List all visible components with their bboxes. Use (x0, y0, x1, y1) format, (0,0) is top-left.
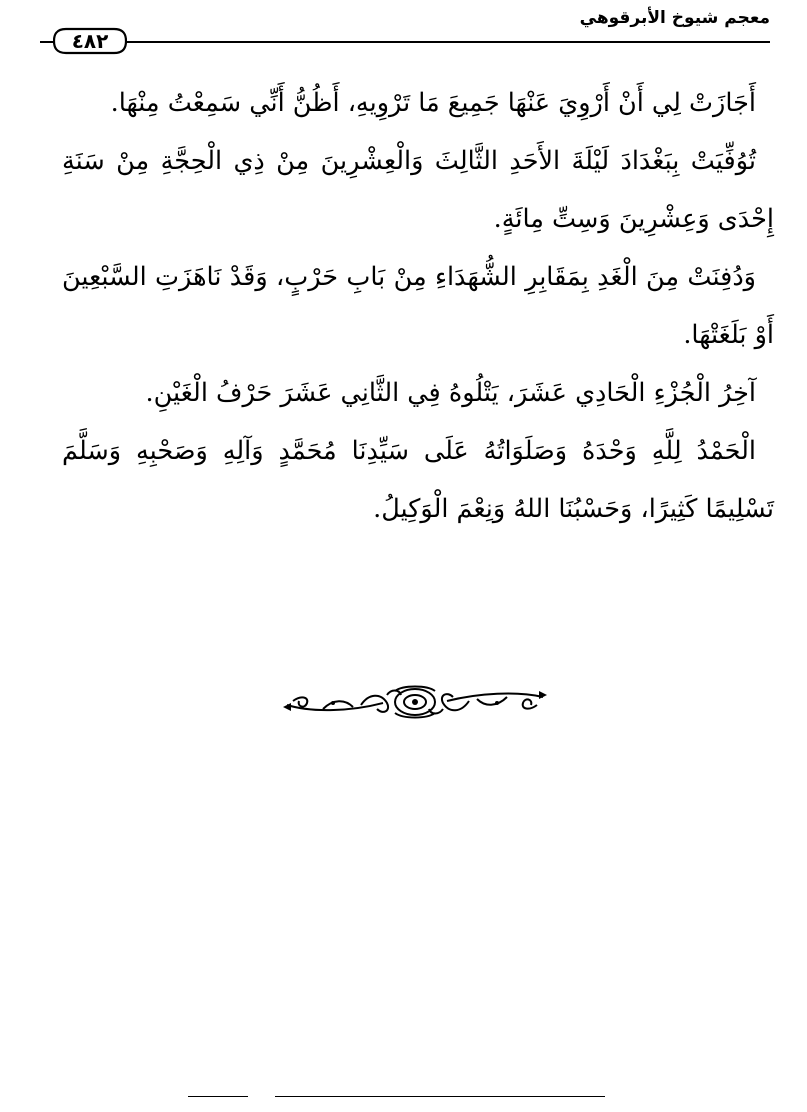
page-header (40, 8, 770, 52)
paragraph-death: تُوُفِّيَتْ بِبَغْدَادَ لَيْلَةَ الأَحَدِ الثَّالِثَ وَالْعِشْرِينَ مِنْ ذِي الْحِجَّةِ مِنْ سَنَةِ إِحْدَى وَعِشْرِينَ وَسِتِّ مِائَةٍ. (62, 146, 774, 234)
paragraph-part-end: آخِرُ الْجُزْءِ الْحَادِي عَشَرَ، يَتْلُوهُ فِي الثَّانِي عَشَرَ حَرْفُ الْغَيْنِ. (145, 378, 756, 408)
paragraph-burial: وَدُفِنَتْ مِنَ الْغَدِ بِمَقَابِرِ الشُّهَدَاءِ مِنْ بَابِ حَرْبٍ، وَقَدْ نَاهَزَتِ السَّبْعِينَ أَوْ بَلَغَتْهَا. (62, 262, 774, 350)
running-title: معجم شيوخ الأبرقوهي (579, 8, 770, 28)
page-number: ٤٨٢ (71, 29, 109, 53)
decorative-ornament-icon (283, 683, 547, 723)
header-rule (40, 41, 770, 43)
page-number-badge (53, 27, 127, 55)
body-text (62, 74, 774, 538)
paragraph-closing: الْحَمْدُ لِلَّهِ وَحْدَهُ وَصَلَوَاتُهُ عَلَى سَيِّدِنَا مُحَمَّدٍ وَآلِهِ وَصَحْبِهِ وَسَلَّمَ تَسْلِيمًا كَثِيرًا، وَحَسْبُنَا اللهُ وَنِعْمَ الْوَكِيلُ. (62, 436, 774, 524)
footer-rule-short (188, 1096, 248, 1097)
footer-rule-long (275, 1096, 605, 1097)
paragraph-ijaza: أَجَازَتْ لِي أَنْ أَرْوِيَ عَنْهَا جَمِيعَ مَا تَرْوِيهِ، أَظُنُّ أَنِّي سَمِعْتُ مِنْهَا. (110, 88, 756, 118)
